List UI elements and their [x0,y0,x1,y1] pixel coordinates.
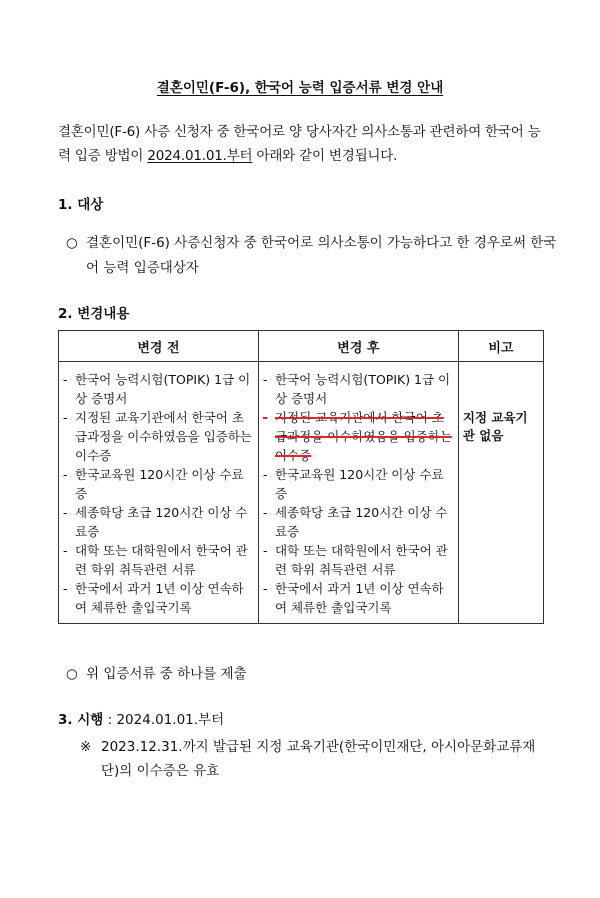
section-heading-target: 1. 대상 [58,197,104,213]
dash-marker: - [63,410,68,425]
before-item: 한국에서 과거 1년 이상 연속하여 체류한 출입국기록 [75,581,244,615]
reference-mark-icon: ※ [80,739,92,755]
effective-separator: : [103,712,117,728]
dash-marker: - [63,581,68,596]
header-note: 비고 [458,331,543,362]
list-item [63,579,254,617]
list-item [263,541,454,579]
list-item [263,503,454,541]
list-item [263,579,454,617]
list-item [63,370,254,408]
intro-text: 결혼이민(F-6) 사증 신청자 중 한국어로 양 당사자간 의사소통과 관련하여 한국어 능력 입증 방법이 [58,124,541,164]
header-before: 변경 전 [59,331,259,362]
before-cell [59,362,259,624]
dash-marker: - [262,467,268,482]
dash-marker: - [262,505,268,520]
effective-date: 2024.01.01.부터 [147,148,253,164]
validity-note [80,735,550,783]
submission-bullet [66,662,247,687]
struck-list-item [263,408,454,465]
section-heading-changes: 2. 변경내용 [58,306,130,322]
table-row [59,362,544,624]
table-header-row [59,331,544,362]
list-item [63,408,254,465]
validity-note-text: 2023.12.31.까지 발급된 지정 교육기관(한국이민재단, 아시아문화교류재단)의 이수증은 유효 [101,739,536,779]
after-item: 대학 또는 대학원에서 한국어 관련 학위 취득관련 서류 [274,543,448,577]
dash-marker: - [262,410,268,425]
list-item [263,465,454,503]
list-item [63,465,254,503]
section-heading-effective [58,708,224,728]
changes-table [58,330,544,624]
dash-marker: - [63,372,68,387]
dash-marker: - [63,543,68,558]
dash-marker: - [262,581,268,596]
dash-marker: - [63,467,68,482]
after-item: 세종학당 초급 120시간 이상 수료증 [274,505,448,539]
before-item: 세종학당 초급 120시간 이상 수료증 [75,505,248,539]
note-cell: 지정 교육기관 없음 [458,362,543,624]
submission-bullet-text: 위 입증서류 중 하나를 제출 [86,666,247,682]
before-item: 한국어 능력시험(TOPIK) 1급 이상 증명서 [75,372,251,406]
after-item: 한국어 능력시험(TOPIK) 1급 이상 증명서 [274,372,451,406]
list-item [263,370,454,408]
intro-paragraph [58,120,553,168]
effective-date-value: 2024.01.01.부터 [116,712,225,728]
circle-bullet-icon: ○ [66,235,78,251]
after-item: 한국에서 과거 1년 이상 연속하여 체류한 출입국기록 [274,581,444,615]
intro-text-end: 아래와 같이 변경됩니다. [252,148,398,164]
dash-marker: - [63,505,68,520]
title-text: 결혼이민(F-6), 한국어 능력 입증서류 변경 안내 [156,80,444,96]
document-title [0,76,600,96]
before-item: 대학 또는 대학원에서 한국어 관련 학위 취득관련 서류 [75,543,248,577]
before-item: 한국교육원 120시간 이상 수료증 [75,467,244,501]
after-item: 한국교육원 120시간 이상 수료증 [274,467,444,501]
before-item: 지정된 교육기관에서 한국어 초급과정을 이수하였음을 입증하는 이수증 [75,410,252,463]
dash-marker: - [262,372,268,387]
effective-heading-label: 3. 시행 [58,712,104,728]
target-bullet-text: 결혼이민(F-6) 사증신청자 중 한국어로 의사소통이 가능하다고 한 경우로써 한국어 능력 입증대상자 [86,235,557,276]
header-after: 변경 후 [258,331,458,362]
target-bullet [66,231,558,281]
after-item-removed: 지정된 교육기관에서 한국어 초급과정을 이수하였음을 입증하는 이수증 [274,410,452,463]
circle-bullet-icon: ○ [66,666,78,682]
list-item [63,503,254,541]
dash-marker: - [262,543,268,558]
after-cell [258,362,458,624]
list-item [63,541,254,579]
